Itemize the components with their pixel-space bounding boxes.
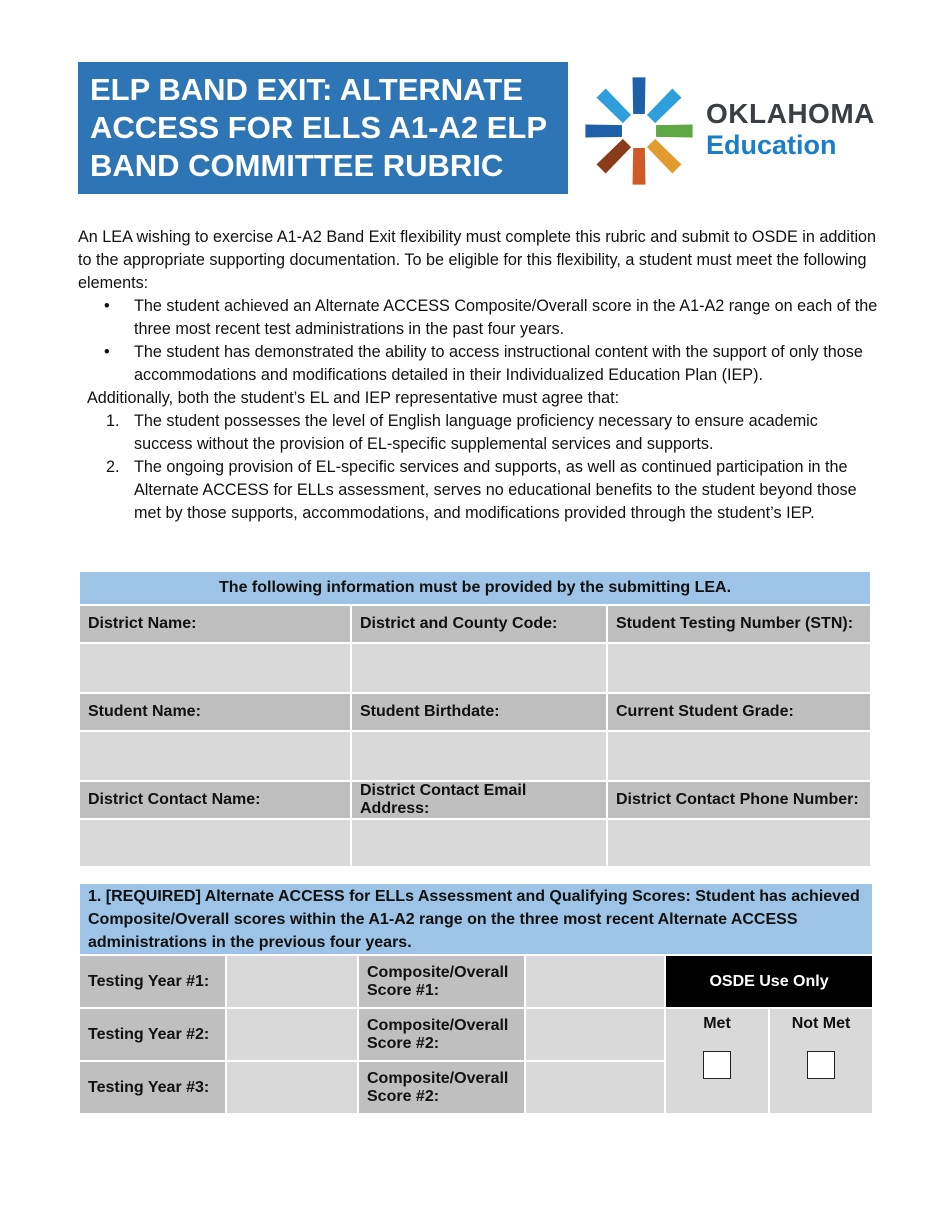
document-title-banner [78, 62, 568, 194]
met-checkbox[interactable] [703, 1051, 731, 1079]
title-line-3: BAND COMMITTEE RUBRIC [90, 148, 504, 183]
current-grade-label: Current Student Grade: [607, 693, 871, 731]
contact-phone-field[interactable] [607, 819, 871, 867]
district-name-field[interactable] [79, 643, 351, 693]
testing-year-1-field[interactable] [226, 955, 358, 1008]
logo-petal [656, 125, 693, 138]
not-met-checkbox[interactable] [807, 1051, 835, 1079]
met-cell [665, 1008, 769, 1114]
stn-field[interactable] [607, 643, 871, 693]
testing-year-3-field[interactable] [226, 1061, 358, 1114]
score-2-field[interactable] [525, 1008, 665, 1061]
bullet-item: • The student has demonstrated the ability to access instructional content with the support of only those accommodations and modifications detailed in their Individualized Education Plan (IEP). [104, 343, 863, 384]
contact-phone-label: District Contact Phone Number: [607, 781, 871, 819]
lea-information-table [78, 570, 872, 868]
district-name-label: District Name: [79, 605, 351, 643]
logo-petal [647, 89, 682, 124]
oklahoma-education-logo [580, 72, 880, 190]
title-line-2: ACCESS FOR ELLS A1-A2 ELP [90, 110, 548, 145]
testing-year-2-label: Testing Year #2: [79, 1008, 226, 1061]
bullet-item: • The student achieved an Alternate ACCESS Composite/Overall score in the A1-A2 range on each of the three most recent test administrations in the past four years. [104, 297, 878, 338]
contact-name-field[interactable] [79, 819, 351, 867]
score-1-label: Composite/Overall Score #1: [358, 955, 525, 1008]
numbered-item: 2. The ongoing provision of EL-specific services and supports, as well as continued participation in the Alternate ACCESS for ELLs assessment, serves no educational benefits to the student beyond those met by those supports, accommodations, and modifications provided through the student’s IEP. [106, 458, 857, 522]
agreement-numbered-list [78, 410, 878, 525]
student-birthdate-label: Student Birthdate: [351, 693, 607, 731]
district-county-code-field[interactable] [351, 643, 607, 693]
logo-text-oklahoma: OKLAHOMA [706, 98, 875, 129]
logo-petal [597, 139, 632, 174]
numbered-item: 1. The student possesses the level of English language proficiency necessary to ensure academic success without the provision of EL-specific supplemental services and supports. [106, 412, 818, 453]
intro-text [78, 226, 878, 525]
eligibility-bullet-list [78, 295, 878, 387]
student-birthdate-field[interactable] [351, 731, 607, 781]
district-county-code-label: District and County Code: [351, 605, 607, 643]
logo-petal [597, 89, 632, 124]
current-grade-field[interactable] [607, 731, 871, 781]
score-2-label: Composite/Overall Score #2: [358, 1008, 525, 1061]
testing-year-1-label: Testing Year #1: [79, 955, 226, 1008]
testing-year-3-label: Testing Year #3: [79, 1061, 226, 1114]
stn-label: Student Testing Number (STN): [607, 605, 871, 643]
score-1-field[interactable] [525, 955, 665, 1008]
contact-name-label: District Contact Name: [79, 781, 351, 819]
logo-petal [647, 139, 682, 174]
contact-email-label: District Contact Email Address: [351, 781, 607, 819]
logo-petal [633, 148, 646, 185]
logo-text-education: Education [706, 130, 837, 160]
star-logo-icon [580, 72, 698, 190]
contact-email-field[interactable] [351, 819, 607, 867]
section1-header: 1. [REQUIRED] Alternate ACCESS for ELLs Assessment and Qualifying Scores: Student has achieved Composite/Overall scores within the A1-A2 range on the three most recent Alternate ACCESS administrations in the previous four years. [79, 883, 873, 955]
additionally-text: Additionally, both the student’s EL and IEP representative must agree that: [87, 389, 620, 407]
not-met-label: Not Met [791, 1015, 851, 1032]
title-line-1: ELP BAND EXIT: ALTERNATE [90, 72, 523, 107]
met-label: Met [703, 1015, 731, 1032]
not-met-cell [769, 1008, 873, 1114]
testing-year-2-field[interactable] [226, 1008, 358, 1061]
student-name-label: Student Name: [79, 693, 351, 731]
osde-use-only-header: OSDE Use Only [665, 955, 873, 1008]
logo-petal [585, 125, 622, 138]
score-3-label: Composite/Overall Score #2: [358, 1061, 525, 1114]
section1-scores-table [78, 882, 874, 1115]
student-name-field[interactable] [79, 731, 351, 781]
score-3-field[interactable] [525, 1061, 665, 1114]
lea-table-header: The following information must be provided by the submitting LEA. [79, 571, 871, 605]
logo-petal [633, 77, 646, 114]
intro-paragraph: An LEA wishing to exercise A1-A2 Band Exit flexibility must complete this rubric and submit to OSDE in addition to the appropriate supporting documentation. To be eligible for this flexibility, a student must meet the following elements: [78, 228, 877, 292]
